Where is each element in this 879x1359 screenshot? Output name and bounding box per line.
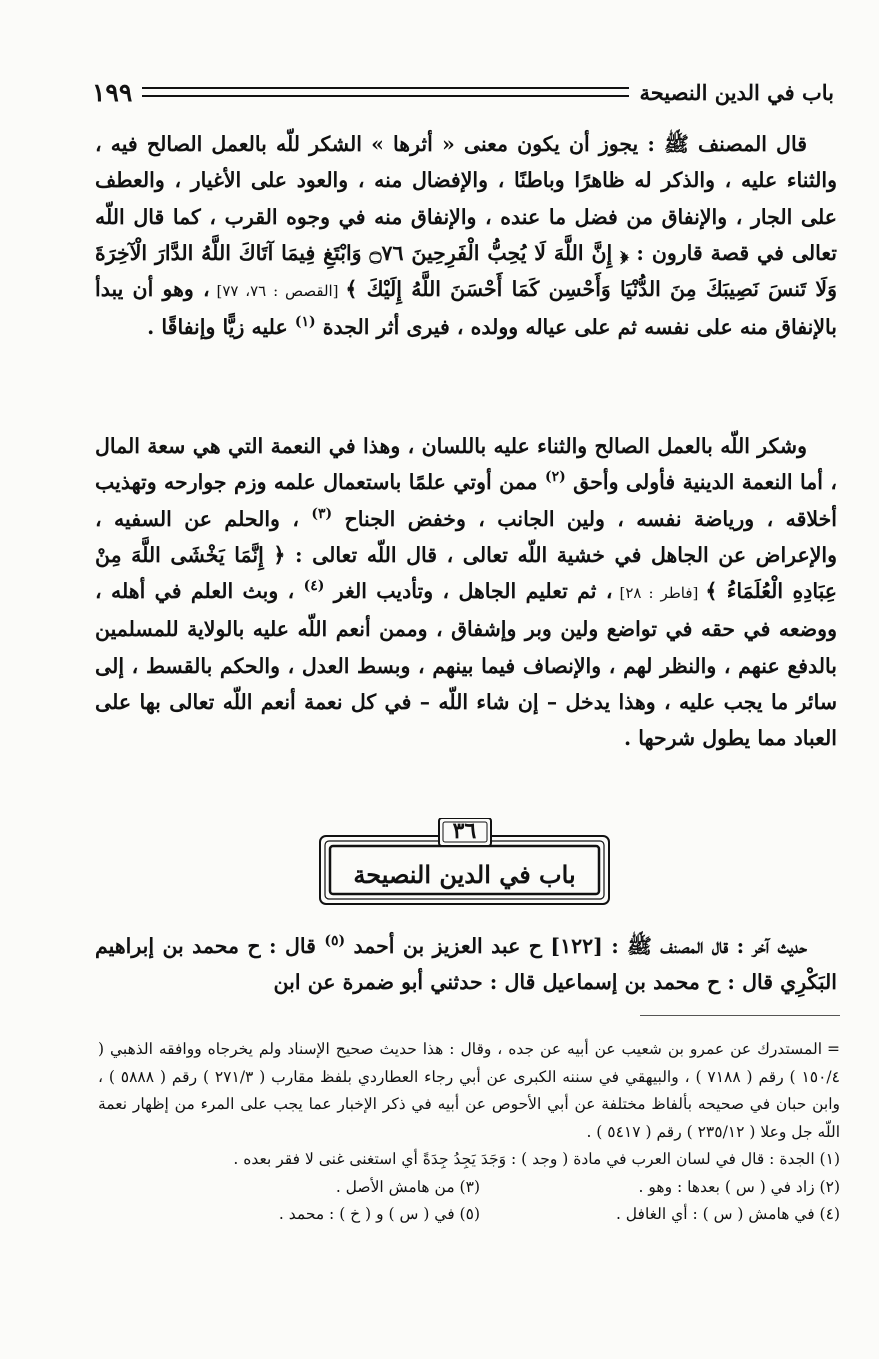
- quran-verse-qasas: ﴿ إِنَّ اللَّهَ لَا يُحِبُّ الْفَرِحِينَ ۝٧٦ وَابْتَغِ فِيمَا آتَاكَ اللَّهُ الدَّارَ الْآخِرَةَ وَلَا تَنسَ نَصِيبَكَ مِنَ الدُّنْيَا وَأَحْسِن كَمَا أَحْسَنَ اللَّهُ إِلَيْكَ ﴾: [95, 240, 837, 302]
- chapter-title: باب في الدين النصيحة: [353, 860, 576, 889]
- paragraph-3-text-a: حديث آخر : قال المصنف ﷺ : [١٢٢] ح عبد العزيز بن أحمد: [345, 934, 807, 958]
- verse-reference-qasas: [القصص : ٧٦، ٧٧]: [209, 282, 346, 301]
- footnote-divider: [640, 1015, 840, 1016]
- quran-verse-fatir: ﴿ إِنَّمَا يَخْشَى اللَّهَ مِنْ عِبَادِهِ الْعُلَمَاءُ ﴾: [95, 542, 837, 604]
- paragraph-1-text-a: قال المصنف ﷺ : يجوز أن يكون معنى « أثرها » الشكر للّه بالعمل الصالح فيه ، والثناء عليه ، والذكر له ظاهرًا وباطنًا ، والإفضال منه ، والعود على الأغيار ، والعطف على الجار ، والإنفاق من فضل ما عنده ، والإنفاق منه في وجوه القرب ، كما قال اللّه تعالى في قصة قارون :: [95, 132, 837, 265]
- footnote-marker-3: (٣): [311, 505, 333, 522]
- paragraph-2-text-a: وشكر اللّه بالعمل الصالح والثناء عليه باللسان ، وهذا في النعمة التي هي سعة المال ، أما النعمة الدينية فأولى وأحق: [95, 434, 837, 495]
- footnote-marker-2: (٢): [544, 469, 566, 486]
- paragraph-2-text-d: ، ثم تعليم الجاهل ، وتأديب الغر: [324, 579, 613, 604]
- paragraph-1-text-b: ، وهو أن يبدأ بالإنفاق منه على نفسه ثم على عياله وولده ، فيرى أثر الجدة: [95, 277, 837, 340]
- footnote-2: (٢) زاد في ( س ) بعدها : وهو .: [638, 1177, 840, 1196]
- paragraph-3-text-b: قال : ح محمد بن إبراهيم البَكْرِي قال : ح محمد بن إسماعيل قال : حدثني أبو ضمرة عن ابن: [95, 934, 837, 995]
- paragraph-2-text-e: ، وبث العلم في أهله ، ووضعه في حقه في تواضع ولين وبر وإشفاق ، وممن أنعم اللّه عليه بالولاية للمسلمين بالدفع عنهم ، والنظر لهم ، والإنصاف فيما بينهم ، وبسط العدل ، والحكم بالقسط ، إلى سائر ما يجب عليه ، وهذا يدخل – إن شاء اللّه – في كل نعمة أنعم اللّه تعالى بها على العباد مما يطول شرحها .: [95, 579, 837, 751]
- footnote-4: (٤) في هامش ( س ) : أي الغافل .: [615, 1205, 840, 1223]
- footnote-marker-5: (٥): [324, 933, 346, 950]
- paragraph-2-text-b: ممن أوتي علمًا باستعمال علمه وزم جوارحه وتهذيب أخلاقه ، ورياضة نفسه ، ولين الجانب ، وخفض الجناح: [95, 470, 837, 531]
- continuation-mark: =: [827, 1040, 840, 1058]
- footnotes: [98, 1036, 840, 1229]
- footnote-3: (٣) من هامش الأصل .: [335, 1177, 480, 1196]
- paragraph-3: [95, 928, 837, 1001]
- footnote-5: (٥) في ( س ) و ( خ ) : محمد .: [278, 1205, 480, 1223]
- paragraph-2-text-c: ، والحلم عن السفيه ، والإعراض عن الجاهل في خشية اللّه تعالى ، قال اللّه تعالى :: [95, 506, 837, 567]
- footnote-marker-1: (١): [294, 314, 316, 331]
- footnote-row-4-5: [98, 1201, 840, 1229]
- footnote-continuation-text: المستدرك عن عمرو بن شعيب عن أبيه عن جده ، وقال : هذا حديث صحيح الإسناد ولم يخرجاه ووافقه الذهبي ( ١٥٠/٤ ) رقم ( ٧١٨٨ ) ، والبيهقي في سننه الكبرى عن أبي رجاء العطاردي بلفظ مقارب ( ٢٧١/٣ ) رقم ( ٥٨٨٨ ) ، وابن حبان في صحيحه بألفاظ مختلفة عن أبي الأحوص عن أبيه في ذكر الإخبار عما يجب على المرء من إظهار نعمة اللّه جل وعلا ( ٢٣٥/١٢ ) رقم ( ٥٤١٧ ) .: [98, 1040, 840, 1141]
- footnote-row-2-3: [98, 1174, 840, 1202]
- chapter-number: ٣٦: [452, 818, 477, 844]
- running-header: [92, 74, 834, 110]
- paragraph-2: [95, 428, 837, 757]
- paragraph-1: [95, 126, 837, 346]
- header-rule: [142, 87, 629, 97]
- paragraph-1-text-c: عليه زيًّا وإنفاقًا .: [147, 315, 295, 340]
- footnote-1: (١) الجدة : قال في لسان العرب في مادة ( وجد ) : وَجَدَ يَجِدُ جِدَةً أي استغنى غنى لا فقر بعده .: [233, 1150, 840, 1168]
- header-title: باب في الدين النصيحة: [639, 79, 834, 105]
- footnote-marker-4: (٤): [303, 578, 325, 595]
- page-number: ١٩٩: [92, 77, 133, 107]
- chapter-heading-frame: [318, 818, 611, 906]
- verse-reference-fatir: [فاطر : ٢٨]: [612, 584, 706, 603]
- footnote-continuation: [98, 1036, 840, 1146]
